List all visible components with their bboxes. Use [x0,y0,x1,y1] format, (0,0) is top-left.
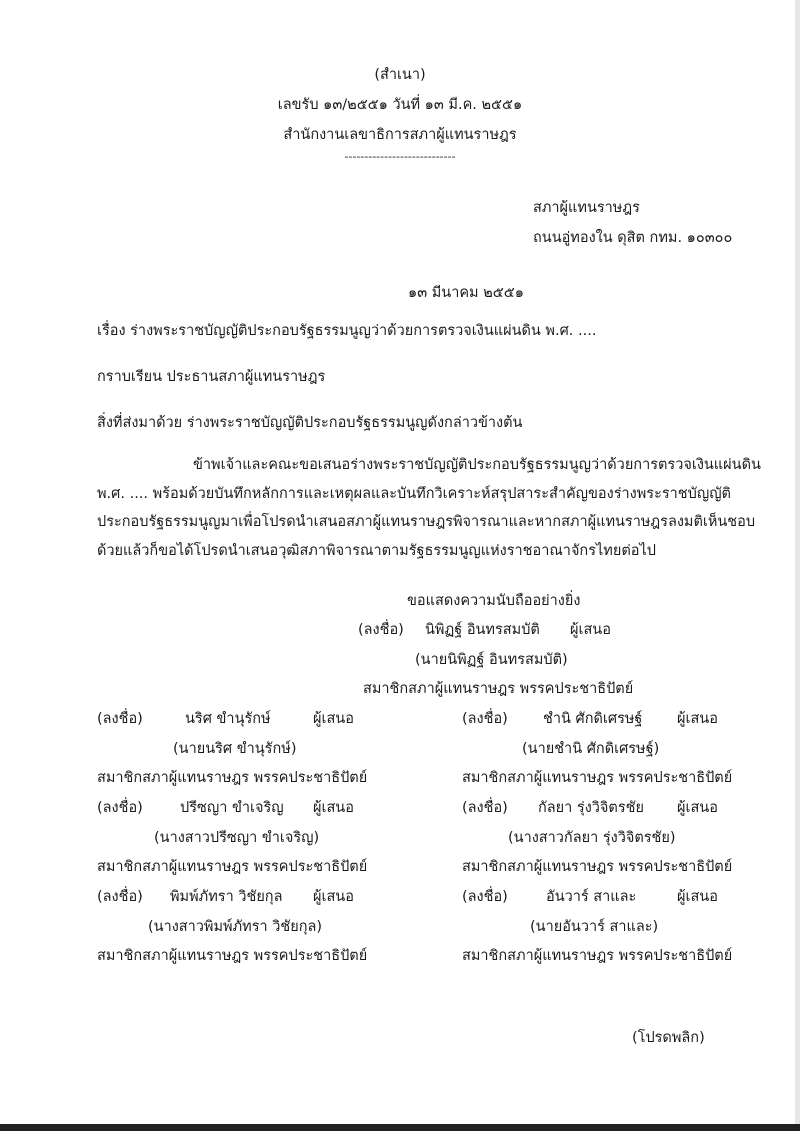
main-signature-line [0,618,800,642]
sign-label: (ลงชื่อ) [462,711,508,727]
signatory-full-name: (นายอันวาร์ สาและ) [530,919,659,935]
signatory-position: สมาชิกสภาผู้แทนราษฎร พรรคประชาธิปัตย์ [462,859,733,875]
sender-name: สภาผู้แทนราษฎร [533,200,640,216]
signatory-full-name: (นางสาวปรีซญา ขำเจริญ) [154,830,320,846]
body-paragraph [97,451,761,566]
signature-line [400,707,800,731]
receipt-line: เลขรับ ๑๓/๒๕๕๑ วันที่ ๑๓ มี.ค. ๒๕๕๑ [277,97,523,113]
signature-line [400,885,800,909]
signatory-role: ผู้เสนอ [313,889,354,905]
signatory-position: สมาชิกสภาผู้แทนราษฎร พรรคประชาธิปัตย์ [462,948,733,964]
signatory-role: ผู้เสนอ [313,800,354,816]
signature-line [0,796,400,820]
sign-label: (ลงชื่อ) [358,622,404,638]
signatory-full-name: (นายนริศ ขำนุรักษ์) [173,741,297,757]
body-line: ด้วยแล้วก็ขอได้โปรดนำเสนอวุฒิสภาพิจารณาตามรัฐธรรมนูญแห่งราชอาณาจักรไทยต่อไป [97,543,656,560]
sign-label: (ลงชื่อ) [462,889,508,905]
letter-date: ๑๓ มีนาคม ๒๕๕๑ [408,285,524,301]
signatory-position: สมาชิกสภาผู้แทนราษฎร พรรคประชาธิปัตย์ [97,770,368,786]
signature-line [0,707,400,731]
body-line: ข้าพเจ้าและคณะขอเสนอร่างพระราชบัญญัติประกอบรัฐธรรมนูญว่าด้วยการตรวจเงินแผ่นดิน [193,457,761,473]
office-name: สำนักงานเลขาธิการสภาผู้แทนราษฎร [283,127,517,143]
signatory-name: นิพิฏฐ์ อินทรสมบัติ [425,622,540,638]
signatory-position: สมาชิกสภาผู้แทนราษฎร พรรคประชาธิปัตย์ [97,859,368,875]
signatory-role: ผู้เสนอ [677,711,718,727]
signatory-position: สมาชิกสภาผู้แทนราษฎร พรรคประชาธิปัตย์ [462,770,733,786]
signatory-name: ปรีซญา ขำเจริญ [180,800,284,816]
signatory-name: ชำนิ ศักดิเศรษฐ์ [543,711,643,727]
signatory-name: กัลยา รุ่งวิจิตรชัย [538,800,644,816]
signatory-role: ผู้เสนอ [570,622,611,638]
sender-address: ถนนอู่ทองใน ดุสิต กทม. ๑๐๓๐๐ [533,230,733,246]
sign-label: (ลงชื่อ) [97,800,143,816]
signatory-full-name: (นางสาวกัลยา รุ่งวิจิตรชัย) [508,830,676,846]
signatory-role: ผู้เสนอ [313,711,354,727]
signatory-name: อันวาร์ สาและ [546,889,637,905]
body-line: ประกอบรัฐธรรมนูญมาเพื่อโปรดนำเสนอสภาผู้แทนราษฎรพิจารณาและหากสภาผู้แทนราษฎรลงมติเห็นชอบ [97,514,756,531]
scan-edge-bottom [0,1124,800,1131]
signatory-name: พิมพ์ภัทรา วิชัยกุล [170,889,283,905]
subject-line: เรื่อง ร่างพระราชบัญญัติประกอบรัฐธรรมนูญว่าด้วยการตรวจเงินแผ่นดิน พ.ศ. .... [97,323,597,339]
sign-label: (ลงชื่อ) [97,889,143,905]
sign-label: (ลงชื่อ) [97,711,143,727]
scan-edge-right [795,0,800,1131]
signatory-role: ผู้เสนอ [677,889,718,905]
signature-line [0,885,400,909]
salutation: กราบเรียน ประธานสภาผู้แทนราษฎร [97,369,326,385]
copy-label: (สำเนา) [374,67,426,83]
enclosure-line: สิ่งที่ส่งมาด้วย ร่างพระราชบัญญัติประกอบรัฐธรรมนูญดังกล่าวข้างต้น [97,415,523,431]
signatory-name: นริศ ขำนุรักษ์ [185,711,271,727]
signatory-position: สมาชิกสภาผู้แทนราษฎร พรรคประชาธิปัตย์ [97,948,368,964]
body-line: พ.ศ. .... พร้อมด้วยบันทึกหลักการและเหตุผลและบันทึกวิเคราะห์สรุปสาระสำคัญของร่างพระราชบัญญัติ [97,485,731,502]
header-divider: ---------------------------- [344,150,456,163]
signatory-full-name: (นายชำนิ ศักดิเศรษฐ์) [522,741,660,757]
signatory-role: ผู้เสนอ [677,800,718,816]
signatory-full-name: (นายนิพิฏฐ์ อินทรสมบัติ) [415,652,568,668]
closing: ขอแสดงความนับถืออย่างยิ่ง [407,593,581,609]
signature-line [400,796,800,820]
sign-label: (ลงชื่อ) [462,800,508,816]
turn-over-note: (โปรดพลิก) [632,1030,705,1046]
signatory-full-name: (นางสาวพิมพ์ภัทรา วิชัยกุล) [148,919,323,935]
signatory-position: สมาชิกสภาผู้แทนราษฎร พรรคประชาธิปัตย์ [363,681,634,697]
